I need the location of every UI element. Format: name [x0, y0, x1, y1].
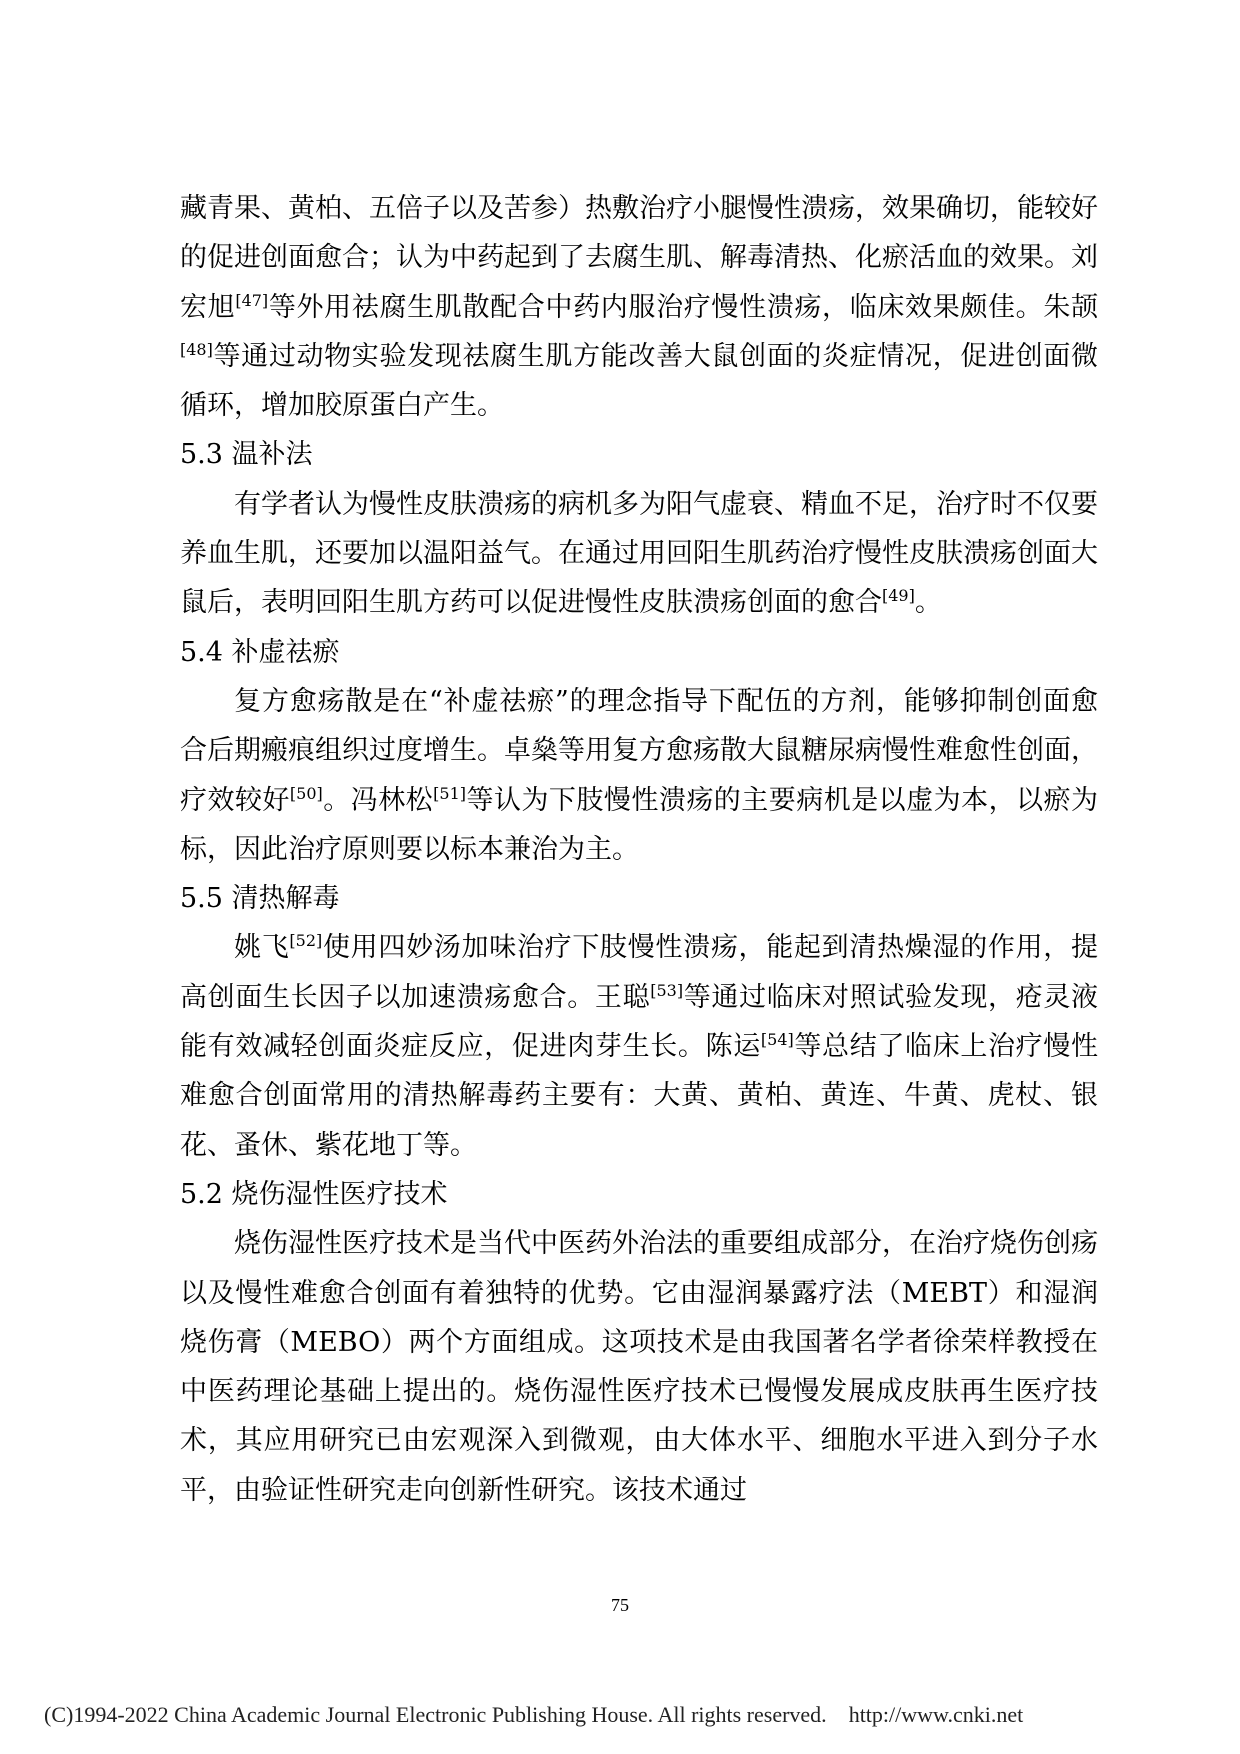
text-run: 姚飞 — [234, 932, 290, 964]
citation-ref: [53] — [650, 980, 684, 1000]
paragraph — [180, 923, 1098, 1169]
citation-ref: [51] — [433, 783, 467, 803]
citation-ref: [47] — [235, 290, 269, 310]
page-number: 75 — [611, 1595, 629, 1615]
copyright-text: (C)1994-2022 China Academic Journal Electronic Publishing House. All rights reserved. — [44, 1702, 827, 1727]
citation-ref: [49] — [882, 586, 915, 606]
paragraph — [180, 677, 1098, 874]
citation-ref: [52] — [289, 931, 323, 951]
text-run: 烧伤湿性医疗技术是当代中医药外治法的重要组成部分，在治疗烧伤创疡以及慢性难愈合创面有着独特的优势。它由湿润暴露疗法（MEBT）和湿润烧伤膏（MEBO）两个方面组成。这项技术是由我国著名学者徐荣样教授在中医药理论基础上提出的。烧伤湿性医疗技术已慢慢发展成皮肤再生医疗技术，其应用研究已由宏观深入到微观，由大体水平、细胞水平进入到分子水平，由验证性研究走向创新性研究。该技术通过 — [180, 1228, 1098, 1506]
section-heading: 5.3 温补法 — [180, 439, 313, 471]
text-run: 复方愈疡散是在“补虚祛瘀”的理念指导下配伍的方剂，能够抑制创面愈合后期瘢痕组织过度增生。卓燊等用复方愈疡散大鼠糖尿病慢性难愈性创面，疗效较好 — [180, 685, 1098, 816]
citation-ref: [48] — [180, 339, 213, 359]
paragraph — [180, 480, 1098, 628]
paragraph — [180, 184, 1098, 430]
body-text — [180, 184, 1098, 1515]
text-run: 使用四妙汤加味治疗下肢慢性溃疡，能起到清热燥湿的作用，提高创面生长因子以加速溃疡愈合。王聪 — [180, 932, 1099, 1013]
text-run: 。 — [914, 587, 942, 619]
text-run: 等通过临床对照试验发现，疮灵液能有效减轻创面炎症反应，促进肉芽生长。陈运 — [180, 981, 1099, 1063]
text-run: 藏青果、黄柏、五倍子以及苦参）热敷治疗小腿慢性溃疡，效果确切，能较好的促进创面愈合；认为中药起到了去腐生肌、解毒清热、化瘀活血的效果。刘宏旭 — [180, 193, 1098, 323]
footer-url: http://www.cnki.net — [848, 1702, 1024, 1727]
text-run: 等认为下肢慢性溃疡的主要病机是以虚为本，以瘀为标，因此治疗原则要以标本兼治为主。 — [180, 784, 1099, 865]
paragraph — [180, 1219, 1098, 1515]
copyright-footer — [44, 1702, 1224, 1728]
text-run: 。冯林松 — [322, 784, 434, 816]
text-run: 等通过动物实验发现祛腐生肌方能改善大鼠创面的炎症情况，促进创面微循环，增加胶原蛋白产生。 — [180, 340, 1098, 422]
citation-ref: [50] — [289, 783, 323, 803]
section-heading: 5.5 清热解毒 — [180, 883, 340, 915]
text-run: 有学者认为慢性皮肤溃疡的病机多为阳气虚衰、精血不足，治疗时不仅要养血生肌，还要加以温阳益气。在通过用回阳生肌药治疗慢性皮肤溃疡创面大鼠后，表明回阳生肌方药可以促进慢性皮肤溃疡创面的愈合 — [180, 488, 1098, 619]
citation-ref: [54] — [760, 1030, 794, 1050]
section-heading: 5.4 补虚祛瘀 — [180, 636, 340, 668]
text-run: 等总结了临床上治疗慢性难愈合创面常用的清热解毒药主要有：大黄、黄柏、黄连、牛黄、虎杖、银花、蚤休、紫花地丁等。 — [180, 1031, 1099, 1161]
section-heading: 5.2 烧伤湿性医疗技术 — [180, 1178, 448, 1210]
text-run: 等外用祛腐生肌散配合中药内服治疗慢性溃疡，临床效果颇佳。朱颉 — [268, 291, 1099, 323]
